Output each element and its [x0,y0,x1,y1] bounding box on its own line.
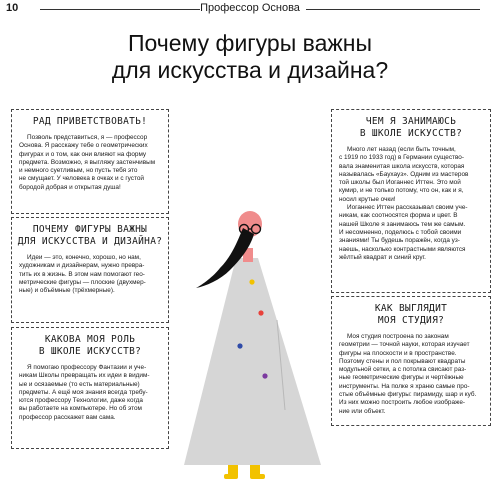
text-line: предметы. А ещё моя знания всегда требу- [19,388,148,396]
section-work-title [332,116,490,140]
section-work-text-2 [339,204,483,262]
text-line: Поэтому стены и пол покрывают квадраты [339,357,466,365]
section-title-line: МОЯ СТУДИЯ? [377,315,445,326]
text-line: носил крутые очки! [339,195,396,203]
coat-button-blue [237,343,242,348]
section-greeting [11,109,169,214]
left-boot-toe [224,474,238,479]
text-line: кумир, и не только потому, что он, как и я, [339,187,464,195]
section-studio-title [332,303,490,327]
text-line: Идеи — это, конечно, хорошо, но нам, [27,254,141,261]
page-title-line-1: Почему фигуры важны [127,30,373,56]
section-studio-text [339,333,483,416]
coat-button-yellow [249,279,254,284]
text-line: И несомненно, поделюсь с тобой своими [339,228,462,236]
section-what-i-do [331,109,491,293]
text-line: геометрии — точной науки, которая изучает [339,341,470,349]
text-line: и немного суетливым, но пусть тебя это [19,167,138,175]
text-line: модульной сетки, а с потолка свисают раз- [339,366,467,374]
coat-button-red [258,310,263,315]
text-line: Иоганнес Иттен рассказывал своим уче- [347,204,468,212]
section-title-line: ПОЧЕМУ ФИГУРЫ ВАЖНЫ [32,224,148,235]
text-line: вала знаменитая школа искусств, которая [339,162,465,170]
section-greeting-text [19,134,161,192]
section-title-line: В ШКОЛЕ ИСКУССТВ? [359,128,463,139]
text-line: художникам и дизайнерам, нужно превра- [19,262,145,270]
text-line: тить их в жизнь. В этом нам помогают гео- [19,270,145,278]
section-why-title [12,224,168,248]
coat-button-purple [262,373,267,378]
text-line: предмета. Возможно, я выгляжу застенчивым [19,158,156,166]
text-line: вы работаете на компьютере. Но об этом [19,405,142,413]
right-boot-toe [250,474,265,479]
text-line: фигурах и о том, как они влияют на форму [19,150,147,158]
section-title-line: В ШКОЛЕ ИСКУССТВ? [38,346,142,357]
coat [184,258,321,465]
section-work-text-1 [339,146,483,204]
text-line: Из них можно построить любое изображе- [339,399,465,407]
text-line: Основа. Я расскажу тебе о геометрических [19,142,148,150]
section-title-line: КАКОВА МОЯ РОЛЬ [44,334,136,345]
text-line: Я помогаю профессору Фантазии и уче- [27,364,147,371]
text-line: наешь, насколько контрастными являются [339,245,466,253]
section-role-title [12,334,168,358]
text-line: метрические фигуры — плоские (двухмер- [19,278,146,286]
text-line: Много лет назад (если быть точным, [347,146,456,153]
text-line: Позволь представиться, я — профессор [27,134,148,141]
section-title-line: КАК ВЫГЛЯДИТ [374,303,448,314]
text-line: бородой добрая и открытая душа! [19,183,121,191]
text-line: называлась «Баухауз». Одним из мастеров [339,170,469,178]
running-header [0,0,500,20]
text-line: фигуры на плоскости и в пространстве. [339,349,457,357]
text-line: никам Школы превращать их идеи в видим- [19,372,150,380]
text-line: ные) и объёмные (трёхмерные). [19,287,115,295]
header-rule-right [306,9,480,10]
section-title-line: РАД ПРИВЕТСТВОВАТЬ! [32,116,148,127]
text-line: инструменты. На полке я храню самые про- [339,382,470,390]
section-why-shapes [11,217,169,323]
text-line: Моя студия построена по законам [347,333,449,340]
page-number: 10 [6,2,19,14]
section-role-text [19,364,161,422]
section-studio [331,296,491,426]
text-line: той школы был Иоганнес Иттен. Это мой [339,179,461,187]
section-my-role [11,327,169,449]
text-line: ные геометрические фигуры и чертёжные [339,374,464,382]
section-title-line: ЧЕМ Я ЗАНИМАЮСЬ [365,116,457,127]
text-line: ются профессору Технологии, даже когда [19,397,143,405]
text-line: жёлтый квадрат и синий круг. [339,253,426,261]
section-greeting-title [12,116,168,128]
running-title: Профессор Основа [200,2,300,14]
text-line: нашей Школе я занимаюсь тем же самым. [339,220,466,228]
text-line: знаниями! Ты будешь поражён, когда уз- [339,237,460,245]
text-line: ые и осязаемые (то есть материальные) [19,380,140,388]
text-line: ние или объект. [339,407,386,415]
professor-illustration [180,210,325,485]
section-why-text [19,254,161,295]
text-line: никам, как соотносятся форма и цвет. В [339,212,458,220]
page-title-line-2: для искусства и дизайна? [111,57,389,83]
text-line: не смущает. У человека в очках и с густой [19,175,144,183]
text-line: профессор расскажет вам сама. [19,413,116,421]
text-line: стые объёмные фигуры: пирамиду, шар и куб. [339,391,477,399]
section-title-line: ДЛЯ ИСКУССТВА И ДИЗАЙНА? [17,236,163,247]
text-line: с 1919 по 1933 год) в Германии существо- [339,154,464,162]
page-title [60,30,440,84]
